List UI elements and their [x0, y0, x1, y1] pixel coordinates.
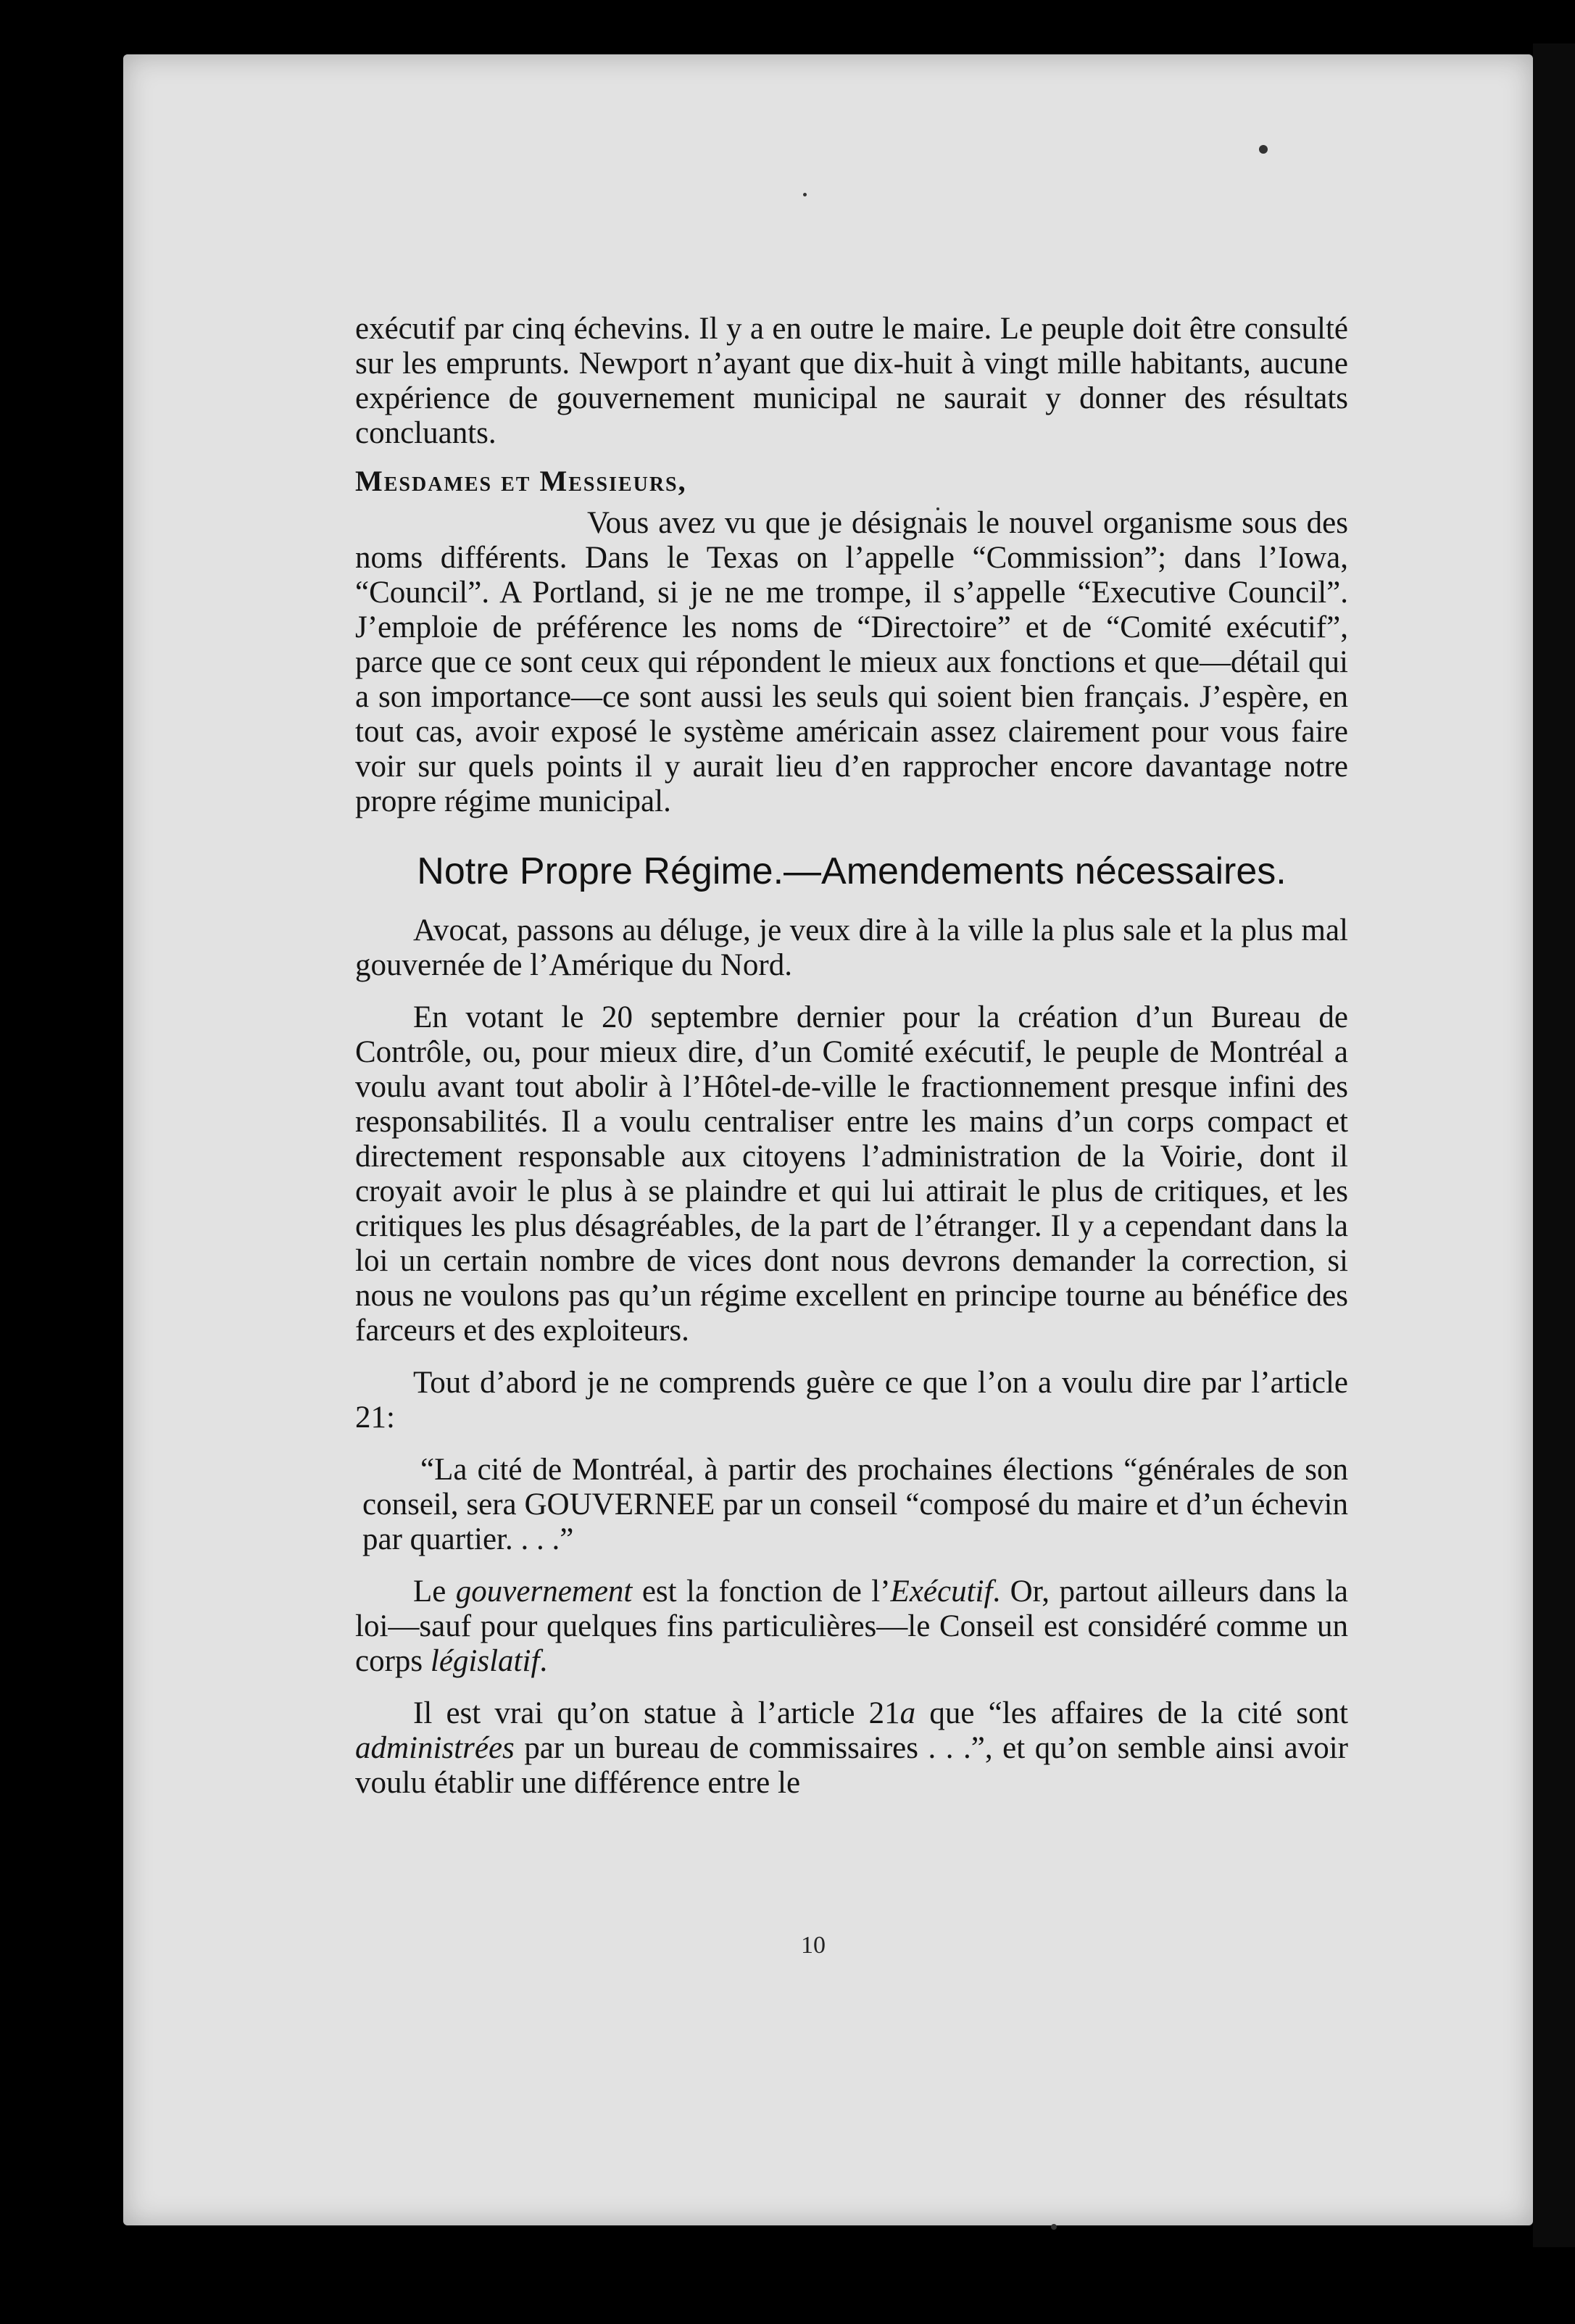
italic-term: Exécutif: [890, 1574, 993, 1609]
paragraph: Avocat, passons au déluge, je veux dire à la ville la plus sale et la plus mal gouvernée de l’Amérique du Nord.: [355, 913, 1348, 982]
document-body: [355, 312, 1348, 1801]
scan-speck: [1259, 145, 1268, 154]
quotation: “La cité de Montréal, à partir des prochaines élections “générales de son conseil, sera GOUVERNEE par un conseil “composé du maire et d’un échevin par quartier. . . .”: [362, 1453, 1348, 1556]
italic-term: gouvernement: [455, 1574, 633, 1609]
paragraph: [355, 1574, 1348, 1679]
paragraph: exécutif par cinq échevins. Il y a en outre le maire. Le peuple doit être consulté sur les emprunts. Newport n’ayant que dix-huit à vingt mille habitants, aucune expérience de gouvernement municipal ne saurait y donner des résultats concluants.: [355, 312, 1348, 450]
text-run: . Or, partout ailleurs dans la loi—sauf pour quelques fins particulières—le Conseil est considéré comme un corps: [355, 1574, 1348, 1678]
page-edge-shadow: [1533, 43, 1575, 2247]
italic-term: administrées: [355, 1731, 515, 1765]
section-heading: Notre Propre Régime.—Amendements nécessaires.: [417, 850, 1287, 892]
paragraph: [355, 1696, 1348, 1801]
text-run: Le: [413, 1574, 456, 1609]
scan-speck: [1051, 2224, 1057, 2230]
text-run: .: [539, 1644, 548, 1678]
text-run: Il est vrai qu’on statue à l’article 21: [413, 1696, 900, 1730]
italic-term: législatif: [430, 1644, 540, 1678]
paragraph: En votant le 20 septembre dernier pour la création d’un Bureau de Contrôle, ou, pour mieux dire, d’un Comité exécutif, le peuple de Montréal a voulu avant tout abolir à l’Hôtel-de-ville le fractionnement presque infini des responsabilités. Il a voulu centraliser entre les mains d’un corps compact et directement responsable aux citoyens l’administration de la Voirie, dont il croyait avoir le plus à se plaindre et qui lui attirait le plus de critiques, et les critiques les plus désagréables, de la part de l’étranger. Il y a cependant dans la loi un certain nombre de vices dont nous devrons demander la correction, si nous ne voulons pas qu’un régime excellent en principe tourne au bénéfice des farceurs et des exploiteurs.: [355, 1000, 1348, 1348]
scan-speck: [803, 193, 807, 196]
paragraph: Vous avez vu que je désignais le nouvel organisme sous des noms différents. Dans le Texas on l’appelle “Commission”; dans l’Iowa, “Council”. A Portland, si je ne me trompe, il s’appelle “Executive Council”. J’emploie de préférence les noms de “Directoire” et de “Comité exécutif”, parce que ce sont ceux qui répondent le mieux aux fonctions et que—détail qui a son importance—ce sont aussi les seuls qui soient bien français. J’espère, en tout cas, avoir exposé le système américain assez clairement pour vous faire voir sur quels points il y aurait lieu d’en rapprocher encore davantage notre propre régime municipal.: [355, 506, 1348, 818]
text-run: est la fonction de l’: [632, 1574, 891, 1609]
page-number: 10: [801, 1932, 826, 1959]
paragraph: Tout d’abord je ne comprends guère ce que l’on a voulu dire par l’article 21:: [355, 1366, 1348, 1435]
text-run: par un bureau de commissaires . . .”, et qu’on semble ainsi avoir voulu établir une différence entre le: [355, 1731, 1348, 1800]
salutation: Mesdames et Messieurs,: [355, 465, 687, 497]
italic-term: a: [899, 1696, 916, 1730]
text-run: que “les affaires de la cité sont: [915, 1696, 1348, 1730]
